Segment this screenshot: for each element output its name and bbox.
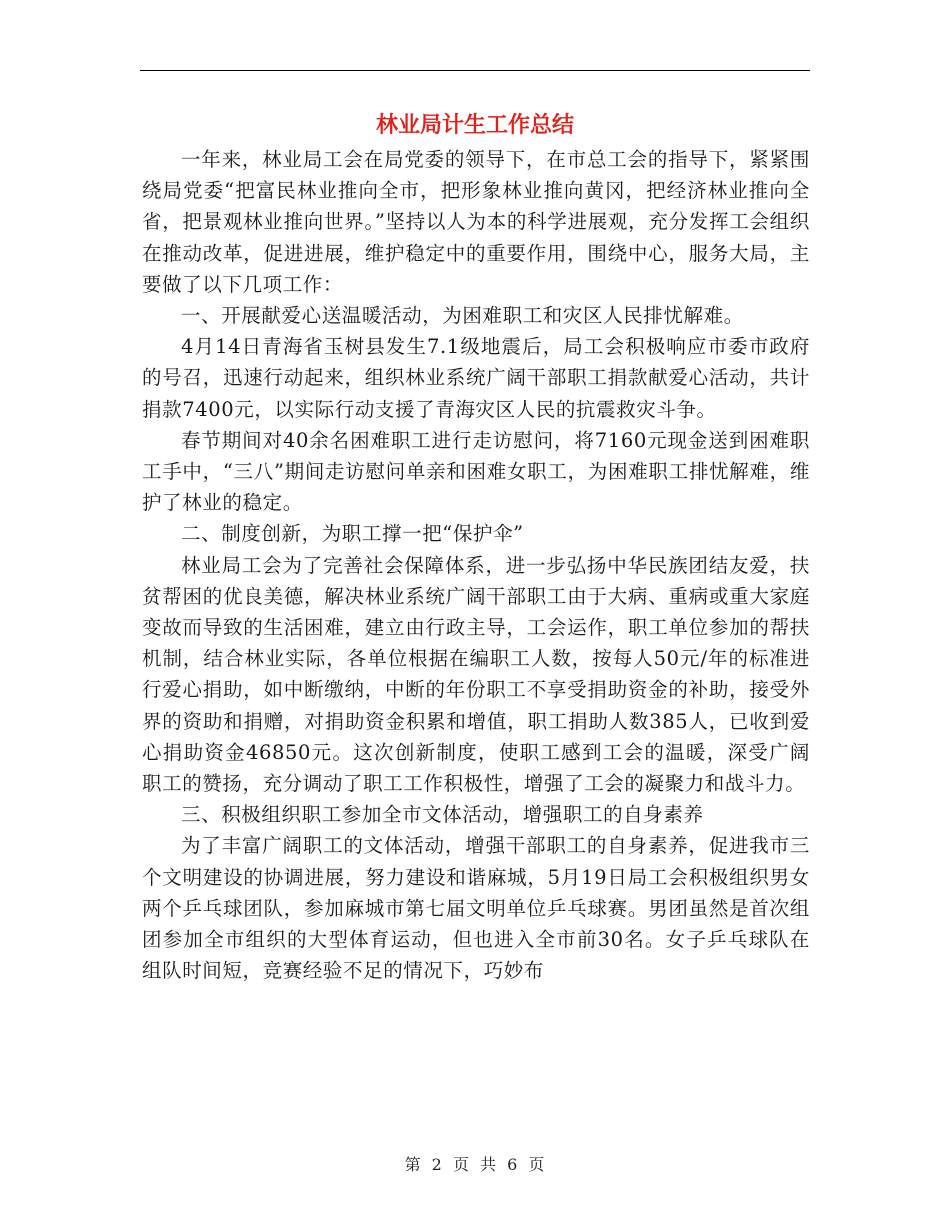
paragraph-intro: 一年来，林业局工会在局党委的领导下，在市总工会的指导下，紧紧围绕局党委“把富民林业推向全市，把形象林业推向黄冈，把经济林业推向全省，把景观林业推向世界。”坚持以人为本的科学进展观，充分发挥工会组织在推动改革，促进进展，维护稳定中的重要作用，围绕中心，服务大局，主要做了以下几项工作： <box>142 148 810 296</box>
header-rule <box>140 70 810 71</box>
paragraph-sports-activities: 为了丰富广阔职工的文体活动，增强干部职工的自身素养，促进我市三个文明建设的协调进展，努力建设和谐麻城，5月19日局工会积极组织男女两个乒乓球团队，参加麻城市第七届文明单位乒乓球赛。男团虽然是首次组团参加全市组织的大型体育运动，但也进入全市前30名。女子乒乓球队在组队时间短，竞赛经验不足的情况下，巧妙布 <box>142 834 810 983</box>
paragraph-system-innovation: 林业局工会为了完善社会保障体系，进一步弘扬中华民族团结友爱，扶贫帮困的优良美德，解决林业系统广阔干部职工由于大病、重病或重大家庭变故而导致的生活困难，建立由行政主导，工会运作，职工单位参加的帮扶机制，结合林业实际，各单位根据在编职工人数，按每人50元/年的标准进行爱心捐助，如中断缴纳，中断的年份职工不享受捐助资金的补助，接受外界的资助和捐赠，对捐助资金积累和增值，职工捐助人数385人，已收到爱心捐助资金46850元。这次创新制度，使职工感到工会的温暖，深受广阔职工的赞扬，充分调动了职工工作积极性，增强了工会的凝聚力和战斗力。 <box>142 553 810 796</box>
paragraph-spring-festival-visits: 春节期间对40余名困难职工进行走访慰问，将7160元现金送到困难职工手中，“三八”期间走访慰问单亲和困难女职工，为困难职工排忧解难，维护了林业的稳定。 <box>142 428 810 515</box>
document-title: 林业局计生工作总结 <box>375 113 574 138</box>
page-number: 第 2 页 共 6 页 <box>404 1155 546 1174</box>
section-heading-3: 三、积极组织职工参加全市文体活动，增强职工的自身素养 <box>181 803 704 827</box>
section-heading-2: 二、制度创新，为职工撑一把“保护伞” <box>181 522 524 546</box>
section-heading-1: 一、开展献爱心送温暖活动，为困难职工和灾区人民排忧解难。 <box>181 304 744 328</box>
document-body <box>142 144 810 986</box>
paragraph-earthquake-donation: 4月14日青海省玉树县发生7.1级地震后，局工会积极响应市委市政府的号召，迅速行动起来，组织林业系统广阔干部职工捐款献爱心活动，共计捐款7400元，以实际行动支援了青海灾区人民的抗震救灾斗争。 <box>142 335 810 421</box>
